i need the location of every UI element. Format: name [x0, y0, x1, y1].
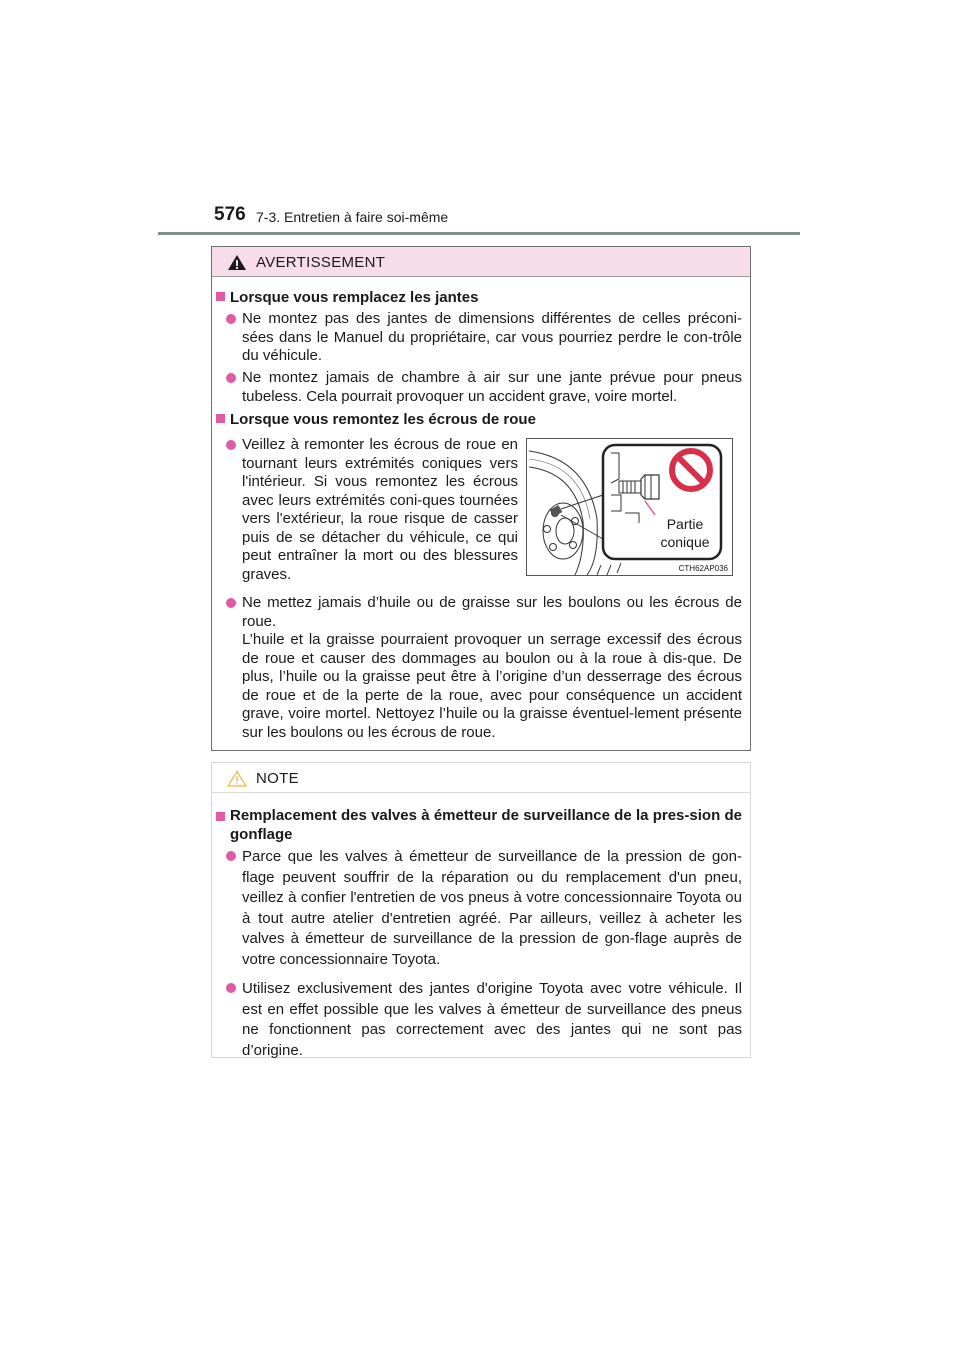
round-bullet-icon — [226, 851, 236, 861]
square-bullet-icon — [216, 812, 225, 821]
round-bullet-icon — [226, 598, 236, 608]
page-number: 576 — [214, 204, 246, 225]
section-heading: Lorsque vous remontez les écrous de roue — [216, 411, 536, 430]
round-bullet-icon — [226, 314, 236, 324]
list-item: Utilisez exclusivement des jantes d'origine Toyota avec votre véhicule. Il est en effet possible que les valves à émetteur de surveillance des pneus ne fonctionnent pas correctement avec des jantes qui ne sont pas d’origine. — [226, 979, 742, 1061]
list-item: Ne montez pas des jantes de dimensions différentes de celles préconi-sées dans le Manuel du propriétaire, car vous pourriez perdre le con-trôle du véhicule. — [226, 310, 742, 366]
list-item: Veillez à remonter les écrous de roue en tournant leurs extrémités coniques vers l'intérieur. Si vous remontez les écrous avec leurs extrémités coni-ques tournées vers l'extérieur, la roue risque de casser puis de se détacher du véhicule, ce qui peut entraîner la mort ou des blessures graves. — [226, 436, 518, 584]
prohibition-icon — [672, 451, 710, 489]
caution-triangle-icon — [227, 770, 247, 787]
note-title: NOTE — [256, 770, 299, 787]
warning-title: AVERTISSEMENT — [256, 254, 386, 271]
figure-label: Partie conique — [660, 516, 710, 550]
section-heading: Lorsque vous remplacez les jantes — [216, 289, 478, 308]
list-item: Ne montez jamais de chambre à air sur une jante prévue pour pneus tubeless. Cela pourrait provoquer un accident grave, voire mortel. — [226, 369, 742, 406]
round-bullet-icon — [226, 373, 236, 383]
square-bullet-icon — [216, 292, 225, 301]
note-header — [212, 763, 750, 793]
round-bullet-icon — [226, 440, 236, 450]
warning-triangle-icon — [227, 254, 247, 271]
warning-box — [211, 246, 751, 751]
list-item: Ne mettez jamais d’huile ou de graisse sur les boulons ou les écrous de roue. L’huile et la graisse pourraient provoquer un serrage excessif des écrous de roue et causer des dommages au boulon ou à la roue à dis-que. De plus, l’huile ou la graisse peut être à l’origine d’un desserrage des écrous de roue et de la perte de la roue, avec pour conséquence un accident grave, voire mortel. Nettoyez l’huile ou la graisse éventuel-lement présente sur les boulons ou les écrous de roue. — [226, 594, 742, 742]
square-bullet-icon — [216, 414, 225, 423]
warning-header — [212, 247, 750, 277]
header-divider — [158, 232, 800, 235]
wheel-nut-illustration — [526, 438, 733, 576]
figure-code: CTH62AP036 — [678, 564, 728, 573]
section-heading: Remplacement des valves à émetteur de surveillance de la pres-sion de gonflage — [216, 807, 742, 844]
list-item: Parce que les valves à émetteur de surveillance de la pression de gon-flage peuvent souffrir de la réparation ou du remplacement d'un pneu, veillez à confier l'entretien de vos pneus à votre concessionnaire Toyota ou à tout autre atelier d'entretien agréé. Par ailleurs, veillez à acheter les valves à émetteur de surveillance de la pression de gon-flage auprès de votre concessionnaire Toyota. — [226, 847, 742, 970]
note-box — [211, 762, 751, 1058]
section-title: 7-3. Entretien à faire soi-même — [256, 209, 449, 225]
round-bullet-icon — [226, 983, 236, 993]
wheel-drawing — [527, 439, 732, 575]
